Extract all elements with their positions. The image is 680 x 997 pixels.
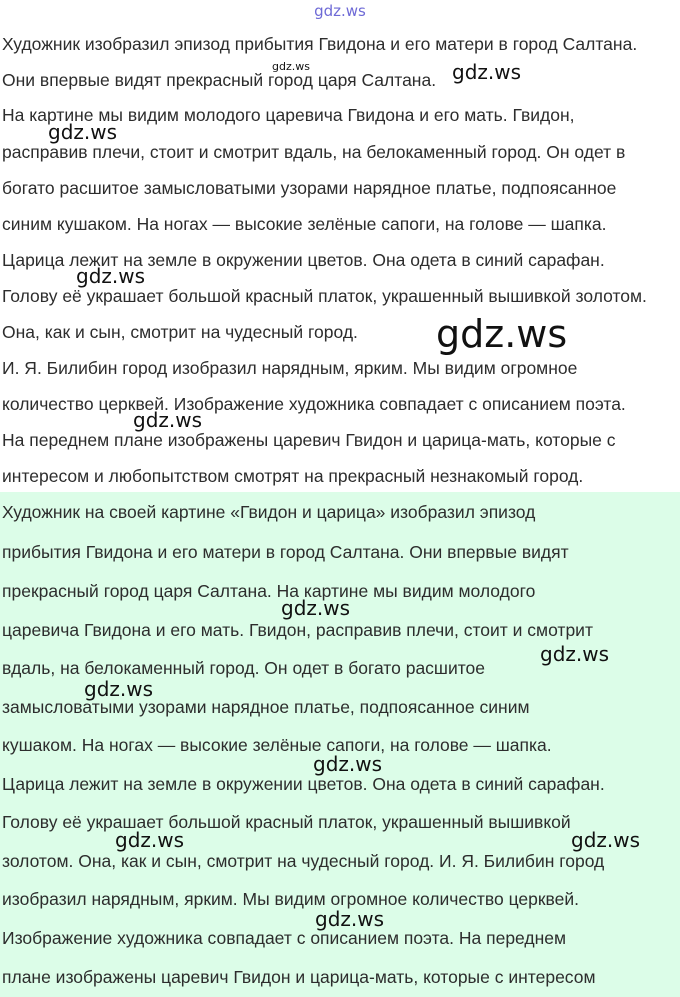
- answer1-line: Голову её украшает большой красный платок, украшенный вышивкой золотом.: [2, 286, 647, 306]
- answer1-line: богато расшитое замысловатыми узорами нарядное платье, подпоясанное: [2, 178, 617, 198]
- answer2-line: кушаком. На ногах — высокие зелёные сапоги, на голове — шапка.: [2, 735, 552, 755]
- answer1-line: количество церквей. Изображение художника совпадает с описанием поэта.: [2, 394, 626, 414]
- watermark: gdz.ws: [571, 828, 641, 852]
- answer1-line: расправив плечи, стоит и смотрит вдаль, на белокаменный город. Он одет в: [2, 142, 626, 162]
- answer2-line: изобразил нарядным, ярким. Мы видим огромное количество церквей.: [2, 889, 580, 909]
- answer1-line: И. Я. Билибин город изобразил нарядным, ярким. Мы видим огромное: [2, 358, 578, 378]
- answer2-line: золотом. Она, как и сын, смотрит на чудесный город. И. Я. Билибин город: [2, 851, 605, 871]
- watermark: gdz.ws: [76, 264, 146, 288]
- answer2-line: плане изображены царевич Гвидон и царица-мать, которые с интересом: [2, 967, 596, 987]
- watermark: gdz.ws: [115, 828, 185, 852]
- watermark: gdz.ws: [315, 907, 385, 931]
- answer1-line: На картине мы видим молодого царевича Гвидона и его мать. Гвидон,: [2, 105, 575, 125]
- watermark: gdz.ws: [436, 312, 568, 356]
- answer1-line: Художник изобразил эпизод прибытия Гвидона и его матери в город Салтана.: [2, 34, 638, 54]
- watermark: gdz.ws: [84, 677, 154, 701]
- watermark: gdz.ws: [540, 642, 610, 666]
- answer1-line: синим кушаком. На ногах — высокие зелёные сапоги, на голове — шапка.: [2, 214, 607, 234]
- answer1-line: интересом и любопытством смотрят на прекрасный незнакомый город.: [2, 466, 584, 486]
- watermark: gdz.ws: [281, 596, 351, 620]
- answer2-line: вдаль, на белокаменный город. Он одет в богато расшитое: [2, 658, 486, 678]
- watermark: gdz.ws: [452, 60, 522, 84]
- answer2-line: замысловатыми узорами нарядное платье, подпоясанное синим: [2, 697, 530, 717]
- answer2-line: Царица лежит на земле в окружении цветов. Она одета в синий сарафан.: [2, 774, 605, 794]
- answer1-line: Царица лежит на земле в окружении цветов. Она одета в синий сарафан.: [2, 250, 605, 270]
- answer1-line: На переднем плане изображены царевич Гвидон и царица-мать, которые с: [2, 430, 616, 450]
- answer2-line: прекрасный город царя Салтана. На картине мы видим молодого: [2, 581, 536, 601]
- watermark: gdz.ws: [272, 60, 310, 73]
- answer2-line: царевича Гвидона и его мать. Гвидон, расправив плечи, стоит и смотрит: [2, 620, 593, 640]
- answer2-line: прибытия Гвидона и его матери в город Салтана. Они впервые видят: [2, 542, 569, 562]
- watermark: gdz.ws: [313, 752, 383, 776]
- answer1-line: Она, как и сын, смотрит на чудесный город.: [2, 322, 358, 342]
- header-watermark: gdz.ws: [314, 2, 366, 20]
- answer1-line: Они впервые видят прекрасный город царя Салтана.: [2, 70, 437, 90]
- watermark: gdz.ws: [133, 408, 203, 432]
- watermark: gdz.ws: [48, 120, 118, 144]
- answer2-line: Изображение художника совпадает с описанием поэта. На переднем: [2, 928, 567, 948]
- answer2-line: Художник на своей картине «Гвидон и царица» изобразил эпизод: [2, 502, 536, 522]
- answer2-line: Голову её украшает большой красный платок, украшенный вышивкой: [2, 812, 571, 832]
